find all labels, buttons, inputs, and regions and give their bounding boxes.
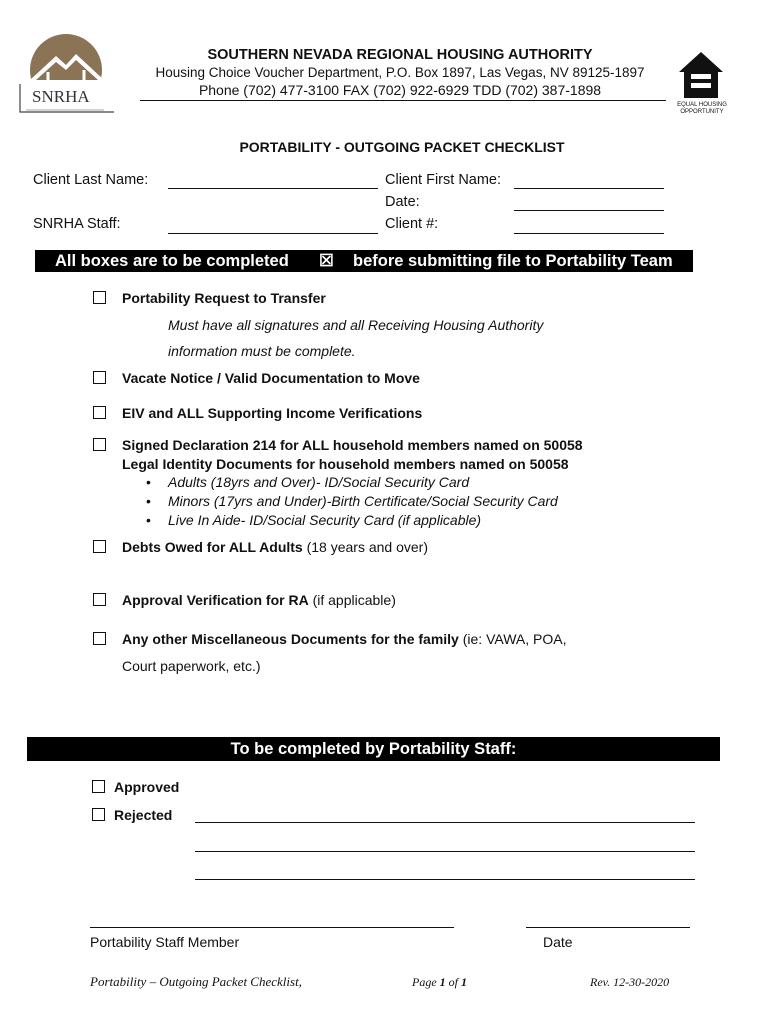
- checkbox-approval-verification[interactable]: [93, 593, 106, 606]
- footer-revision: Rev. 12-30-2020: [590, 975, 670, 989]
- checkbox-debts-owed[interactable]: [93, 540, 106, 553]
- date-label: Date:: [385, 194, 420, 210]
- checkbox-vacate-notice[interactable]: [93, 371, 106, 384]
- footer-document-name: Portability – Outgoing Packet Checklist,: [90, 974, 302, 989]
- rejection-reason-line-2[interactable]: [195, 851, 695, 852]
- org-address: Housing Choice Voucher Department, P.O. Box 1897, Las Vegas, NV 89125-1897: [155, 65, 645, 80]
- item-vacate-notice: Vacate Notice / Valid Documentation to Move: [122, 370, 420, 386]
- rejected-label: Rejected: [114, 807, 173, 823]
- document-title: PORTABILITY - OUTGOING PACKET CHECKLIST: [239, 139, 565, 155]
- footer-page-number: Page 1 of 1: [412, 975, 467, 989]
- checkbox-portability-request[interactable]: [93, 291, 106, 304]
- banner-right-text: before submitting file to Portability Team: [353, 252, 673, 270]
- checkbox-rejected[interactable]: [92, 808, 105, 821]
- item-note-line2: information must be complete.: [168, 343, 356, 359]
- approved-label: Approved: [114, 779, 180, 795]
- staff-date-line[interactable]: [526, 927, 690, 928]
- item-misc-documents: Any other Miscellaneous Documents for the family (ie: VAWA, POA,: [122, 631, 567, 647]
- client-last-name-label: Client Last Name:: [33, 172, 149, 188]
- staff-date-label: Date: [543, 934, 573, 950]
- checkbox-declaration-214[interactable]: [93, 438, 106, 451]
- list-item: • Minors (17yrs and Under)-Birth Certificate/Social Security Card: [168, 493, 558, 509]
- checkbox-approved[interactable]: [92, 780, 105, 793]
- rejection-reason-line-1[interactable]: [195, 822, 695, 823]
- header-rule: [140, 100, 666, 101]
- equal-housing-logo: [676, 46, 726, 118]
- item-misc-documents-line2: Court paperwork, etc.): [122, 658, 261, 674]
- snrha-staff-field[interactable]: [168, 233, 378, 234]
- item-portability-request: Portability Request to Transfer: [122, 290, 326, 306]
- client-number-label: Client #:: [385, 216, 439, 232]
- item-legal-identity: Legal Identity Documents for household members named on 50058: [122, 456, 569, 472]
- logo-text: SNRHA: [32, 87, 90, 106]
- item-debts-owed: Debts Owed for ALL Adults (18 years and over): [122, 539, 429, 555]
- client-last-name-field[interactable]: [168, 188, 378, 189]
- list-item: • Adults (18yrs and Over)- ID/Social Security Card: [168, 474, 469, 490]
- item-eiv: EIV and ALL Supporting Income Verifications: [122, 405, 423, 421]
- client-number-field[interactable]: [514, 233, 664, 234]
- list-item: • Live In Aide- ID/Social Security Card (if applicable): [168, 512, 481, 528]
- instructions-banner: [35, 250, 693, 272]
- checked-box-icon: ☒: [319, 252, 334, 270]
- snrha-staff-label: SNRHA Staff:: [33, 216, 121, 232]
- item-approval-verification: Approval Verification for RA (if applicable): [122, 592, 396, 608]
- staff-section-banner: To be completed by Portability Staff:: [27, 737, 720, 761]
- snrha-logo: [18, 34, 118, 118]
- org-name: SOUTHERN NEVADA REGIONAL HOUSING AUTHORITY: [207, 47, 593, 63]
- item-note-line1: Must have all signatures and all Receiving Housing Authority: [168, 317, 544, 333]
- date-field[interactable]: [514, 210, 664, 211]
- item-declaration-214: Signed Declaration 214 for ALL household members named on 50058: [122, 437, 583, 453]
- client-first-name-label: Client First Name:: [385, 172, 502, 188]
- client-first-name-field[interactable]: [514, 188, 664, 189]
- staff-member-signature-line[interactable]: [90, 927, 454, 928]
- eho-text: EQUAL HOUSING OPPORTUNITY: [677, 102, 727, 115]
- staff-member-label: Portability Staff Member: [90, 934, 240, 950]
- checkbox-misc-documents[interactable]: [93, 632, 106, 645]
- banner-left-text: All boxes are to be completed: [55, 252, 289, 270]
- checkbox-eiv[interactable]: [93, 406, 106, 419]
- org-phone-line: Phone (702) 477-3100 FAX (702) 922-6929 TDD (702) 387-1898: [198, 82, 602, 98]
- rejection-reason-line-3[interactable]: [195, 879, 695, 880]
